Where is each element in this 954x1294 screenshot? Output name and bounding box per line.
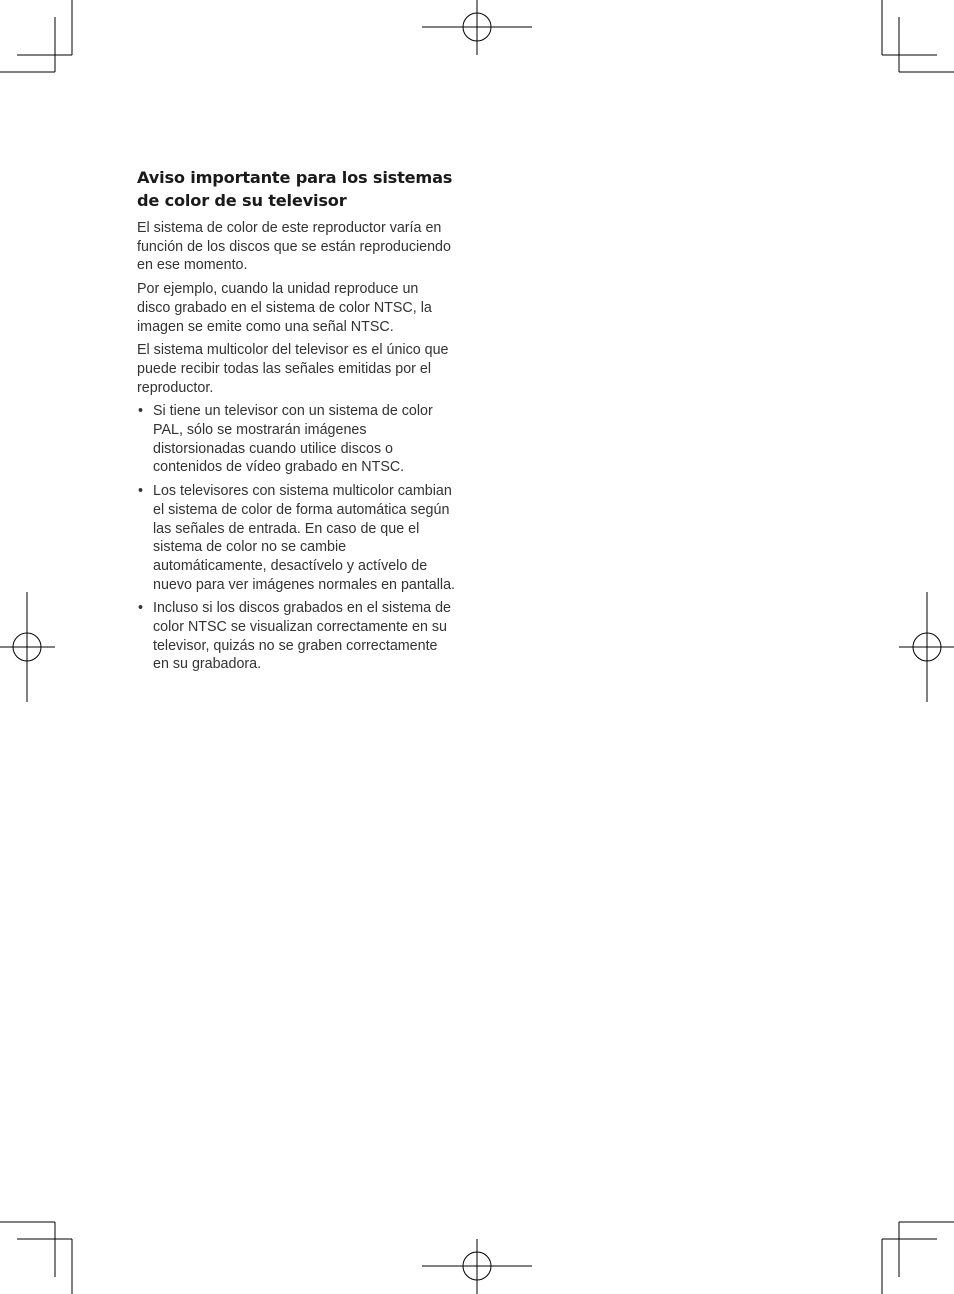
- notice-section: [137, 166, 455, 679]
- bullet-icon: •: [138, 403, 144, 420]
- list-item: [137, 402, 455, 477]
- registration-mark-right: [899, 592, 954, 702]
- list-item: [137, 599, 455, 674]
- section-title: Aviso importante para los sistemas de color de su televisor: [137, 168, 453, 210]
- bullet-icon: •: [138, 483, 144, 500]
- bullet-icon: •: [138, 600, 144, 617]
- bullet-text-pal: Si tiene un televisor con un sistema de color PAL, sólo se mostrarán imágenes distorsionadas cuando utilice discos o contenidos de vídeo grabado en NTSC.: [153, 403, 433, 476]
- bullet-text-multicolor: Los televisores con sistema multicolor cambian el sistema de color de forma automática según las señales de entrada. En caso de que el sistema de color no se cambie automáticamente, desactívelo y actívelo de nuevo para ver imágenes normales en pantalla.: [153, 483, 456, 593]
- registration-mark-bottom: [422, 1239, 532, 1294]
- paragraph-ntsc-example: Por ejemplo, cuando la unidad reproduce un disco grabado en el sistema de color NTSC, la imagen se emite como una señal NTSC.: [137, 281, 432, 335]
- paragraph-color-system: El sistema de color de este reproductor varía en función de los discos que se están reproduciendo en ese momento.: [137, 220, 451, 274]
- registration-mark-top: [422, 0, 532, 55]
- paragraph-multicolor-tv: El sistema multicolor del televisor es el único que puede recibir todas las señales emitidas por el reproductor.: [137, 342, 449, 396]
- list-item: [137, 482, 455, 594]
- bullet-text-recorder: Incluso si los discos grabados en el sistema de color NTSC se visualizan correctamente en su televisor, quizás no se graben correctamente en su grabadora.: [153, 600, 452, 673]
- bullet-list: [137, 402, 455, 674]
- registration-mark-left: [0, 592, 55, 702]
